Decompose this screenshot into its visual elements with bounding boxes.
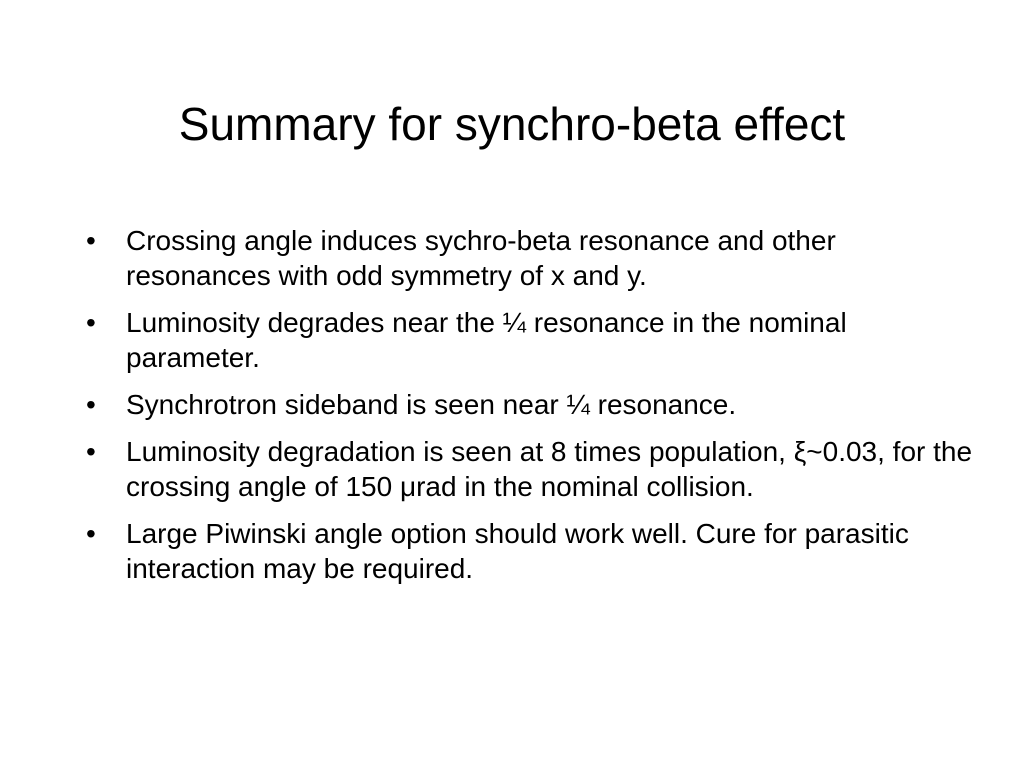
- bullet-text: Luminosity degradation is seen at 8 times population, ξ~0.03, for the crossing angle of 150 μrad in the nominal collision.: [126, 436, 973, 502]
- bullet-marker: •: [86, 307, 96, 338]
- bullet-item-piwinski-angle: [86, 516, 986, 586]
- bullet-marker: •: [86, 436, 96, 467]
- bullet-list: [86, 223, 986, 598]
- slide-title: Summary for synchro-beta effect: [178, 98, 846, 150]
- bullet-marker: •: [86, 225, 96, 256]
- bullet-item-luminosity-degradation: [86, 434, 986, 504]
- bullet-text: Large Piwinski angle option should work well. Cure for parasitic interaction may be required.: [126, 518, 909, 584]
- bullet-item-luminosity-degrades: [86, 305, 986, 375]
- bullet-marker: •: [86, 389, 96, 420]
- bullet-item-crossing-angle: [86, 223, 986, 293]
- bullet-text: Luminosity degrades near the ¼ resonance in the nominal parameter.: [126, 307, 847, 373]
- bullet-marker: •: [86, 518, 96, 549]
- bullet-text: Crossing angle induces sychro-beta resonance and other resonances with odd symmetry of x and y.: [126, 225, 836, 291]
- bullet-text: Synchrotron sideband is seen near ¼ resonance.: [126, 389, 737, 420]
- bullet-item-synchrotron-sideband: [86, 387, 986, 422]
